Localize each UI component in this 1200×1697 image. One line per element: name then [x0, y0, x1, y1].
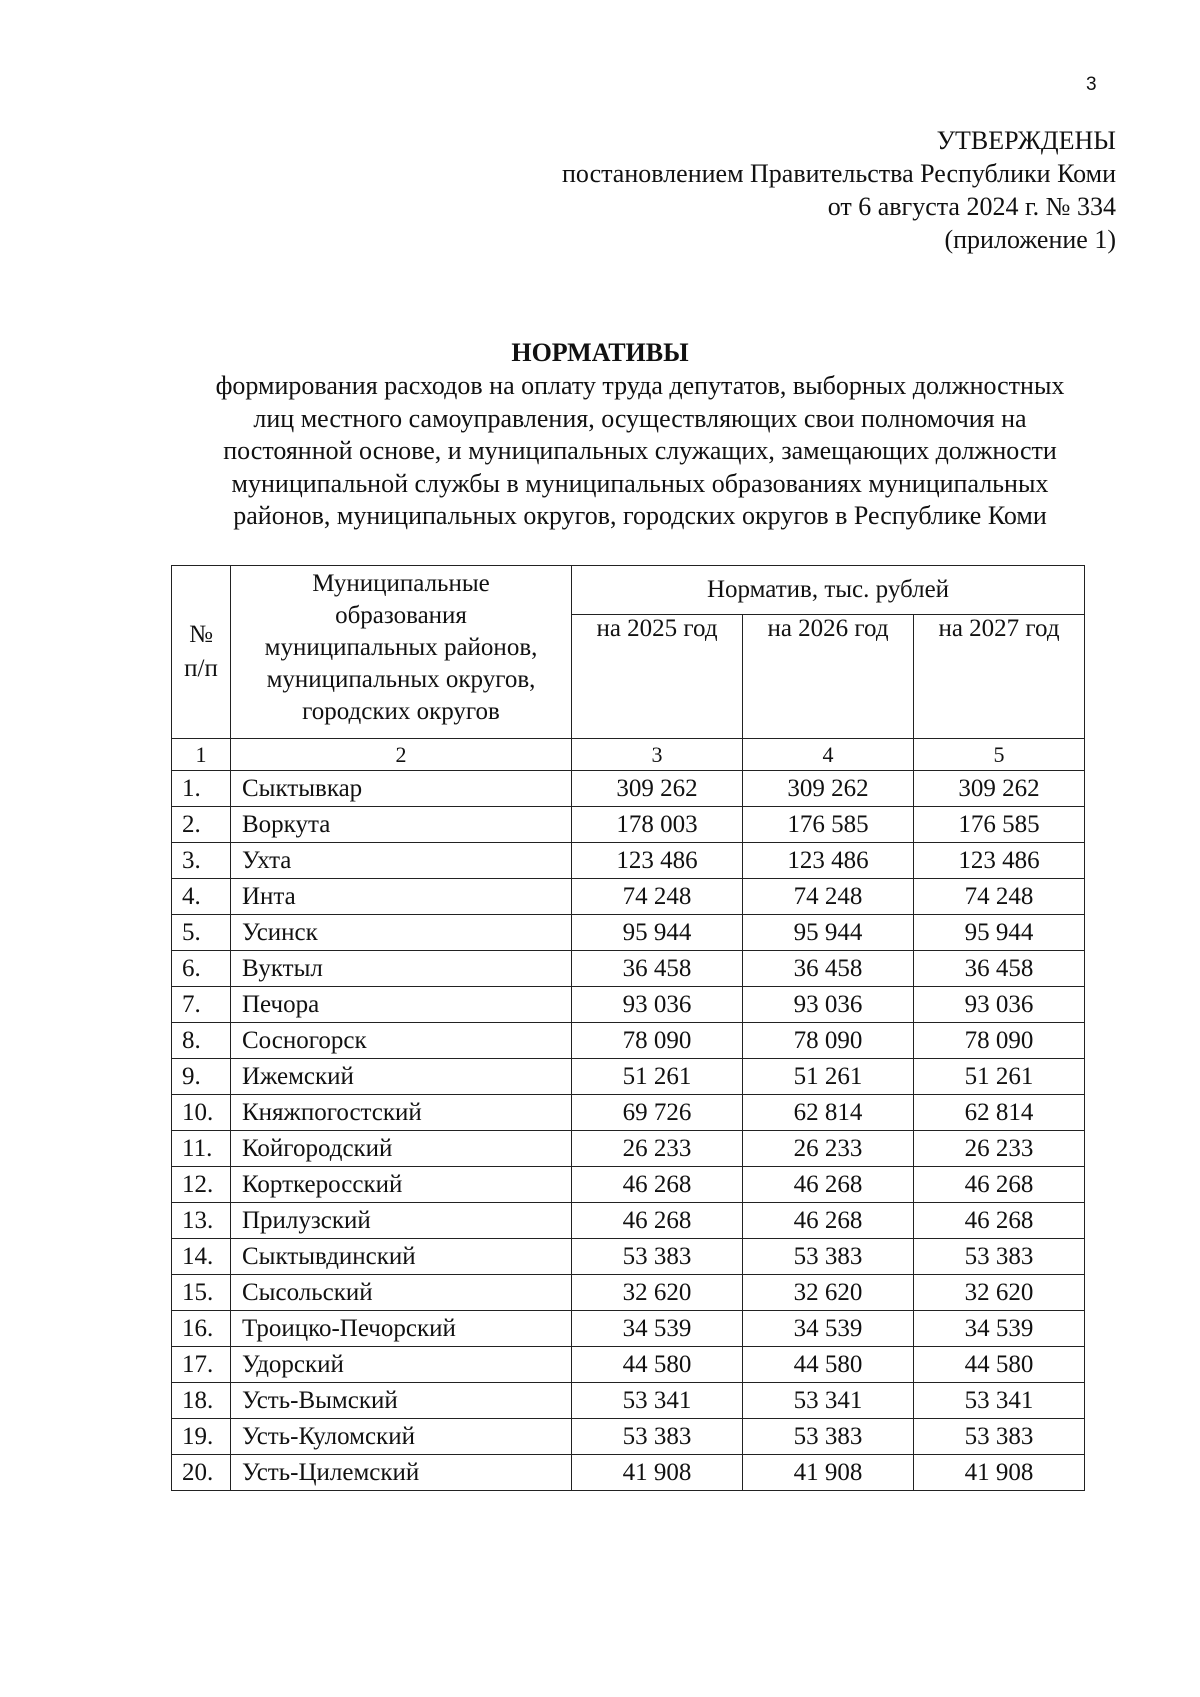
row-number: 20.	[172, 1455, 231, 1491]
value-2026: 46 268	[743, 1203, 914, 1239]
value-2025: 41 908	[572, 1455, 743, 1491]
municipality-name: Вуктыл	[231, 951, 572, 987]
value-2026: 78 090	[743, 1023, 914, 1059]
value-2025: 44 580	[572, 1347, 743, 1383]
value-2025: 53 341	[572, 1383, 743, 1419]
value-2026: 51 261	[743, 1059, 914, 1095]
value-2027: 123 486	[914, 843, 1085, 879]
value-2026: 176 585	[743, 807, 914, 843]
value-2025: 46 268	[572, 1167, 743, 1203]
value-2026: 53 383	[743, 1419, 914, 1455]
header-year-2027: на 2027 год	[914, 615, 1085, 739]
value-2025: 178 003	[572, 807, 743, 843]
subtitle-line: лиц местного самоуправления, осуществляющих свои полномочия на	[253, 403, 1027, 433]
value-2026: 34 539	[743, 1311, 914, 1347]
table-row	[172, 1059, 1085, 1095]
value-2025: 74 248	[572, 879, 743, 915]
value-2026: 41 908	[743, 1455, 914, 1491]
municipality-name: Сосногорск	[231, 1023, 572, 1059]
row-number: 2.	[172, 807, 231, 843]
row-number: 12.	[172, 1167, 231, 1203]
municipality-name: Корткеросский	[231, 1167, 572, 1203]
subtitle-line: районов, муниципальных округов, городских округов в Республике Коми	[233, 501, 1047, 530]
row-number: 6.	[172, 951, 231, 987]
header-municipality-line: городских округов	[302, 698, 500, 725]
row-number: 7.	[172, 987, 231, 1023]
header-municipality	[231, 566, 572, 739]
table-row	[172, 1131, 1085, 1167]
table-row	[172, 1347, 1085, 1383]
row-number: 19.	[172, 1419, 231, 1455]
row-number: 3.	[172, 843, 231, 879]
row-number: 10.	[172, 1095, 231, 1131]
header-number	[172, 566, 231, 739]
value-2026: 46 268	[743, 1167, 914, 1203]
table-row	[172, 1095, 1085, 1131]
municipality-name: Печора	[231, 987, 572, 1023]
value-2026: 53 383	[743, 1239, 914, 1275]
table-row	[172, 987, 1085, 1023]
norms-table	[171, 565, 1085, 1491]
value-2026: 62 814	[743, 1095, 914, 1131]
table-row	[172, 879, 1085, 915]
table-row	[172, 1311, 1085, 1347]
row-number: 8.	[172, 1023, 231, 1059]
row-number: 15.	[172, 1275, 231, 1311]
header-year-2025: на 2025 год	[572, 615, 743, 739]
value-2025: 53 383	[572, 1419, 743, 1455]
subtitle-line: формирования расходов на оплату труда депутатов, выборных должностных	[215, 371, 1065, 400]
row-number: 17.	[172, 1347, 231, 1383]
approval-decree: постановлением Правительства Республики Коми	[562, 159, 1116, 188]
subtitle-line: постоянной основе, и муниципальных служащих, замещающих должности	[223, 436, 1057, 465]
row-number: 14.	[172, 1239, 231, 1275]
row-number: 1.	[172, 771, 231, 807]
table-row	[172, 771, 1085, 807]
approval-block	[562, 124, 1116, 256]
value-2025: 32 620	[572, 1275, 743, 1311]
value-2027: 176 585	[914, 807, 1085, 843]
table-row	[172, 1383, 1085, 1419]
value-2027: 46 268	[914, 1203, 1085, 1239]
value-2025: 93 036	[572, 987, 743, 1023]
municipality-name: Троицко-Печорский	[231, 1311, 572, 1347]
document-title: НОРМАТИВЫ	[511, 338, 689, 367]
column-number: 5	[914, 739, 1085, 771]
municipality-name: Койгородский	[231, 1131, 572, 1167]
value-2027: 41 908	[914, 1455, 1085, 1491]
value-2027: 34 539	[914, 1311, 1085, 1347]
header-municipality-line: муниципальных округов,	[266, 666, 536, 693]
header-municipality-line: муниципальных районов,	[264, 634, 538, 661]
row-number: 16.	[172, 1311, 231, 1347]
value-2026: 123 486	[743, 843, 914, 879]
row-number: 18.	[172, 1383, 231, 1419]
municipality-name: Усть-Цилемский	[231, 1455, 572, 1491]
header-municipality-line: Муниципальные	[312, 570, 490, 597]
value-2026: 93 036	[743, 987, 914, 1023]
table-row	[172, 1275, 1085, 1311]
header-norm: Норматив, тыс. рублей	[572, 566, 1085, 615]
value-2025: 95 944	[572, 915, 743, 951]
value-2027: 51 261	[914, 1059, 1085, 1095]
municipality-name: Прилузский	[231, 1203, 572, 1239]
table-body	[172, 771, 1085, 1491]
value-2027: 46 268	[914, 1167, 1085, 1203]
municipality-name: Удорский	[231, 1347, 572, 1383]
value-2025: 51 261	[572, 1059, 743, 1095]
table-row	[172, 1239, 1085, 1275]
municipality-name: Княжпогостский	[231, 1095, 572, 1131]
table-row	[172, 1419, 1085, 1455]
approval-appendix: (приложение 1)	[944, 225, 1116, 254]
value-2025: 34 539	[572, 1311, 743, 1347]
value-2027: 26 233	[914, 1131, 1085, 1167]
value-2027: 53 383	[914, 1419, 1085, 1455]
approval-date: от 6 августа 2024 г. № 334	[827, 192, 1116, 221]
table-row	[172, 843, 1085, 879]
value-2026: 36 458	[743, 951, 914, 987]
value-2027: 62 814	[914, 1095, 1085, 1131]
column-number: 4	[743, 739, 914, 771]
value-2027: 309 262	[914, 771, 1085, 807]
value-2027: 53 383	[914, 1239, 1085, 1275]
header-number-abbr: п/п	[184, 655, 218, 682]
table-row	[172, 1203, 1085, 1239]
row-number: 9.	[172, 1059, 231, 1095]
value-2025: 26 233	[572, 1131, 743, 1167]
row-number: 4.	[172, 879, 231, 915]
municipality-name: Сысольский	[231, 1275, 572, 1311]
municipality-name: Усинск	[231, 915, 572, 951]
municipality-name: Сыктывкар	[231, 771, 572, 807]
row-number: 11.	[172, 1131, 231, 1167]
municipality-name: Усть-Куломский	[231, 1419, 572, 1455]
municipality-name: Усть-Вымский	[231, 1383, 572, 1419]
value-2026: 95 944	[743, 915, 914, 951]
page-number: 3	[1086, 74, 1097, 95]
value-2027: 32 620	[914, 1275, 1085, 1311]
column-number: 2	[231, 739, 572, 771]
value-2026: 53 341	[743, 1383, 914, 1419]
value-2025: 36 458	[572, 951, 743, 987]
value-2027: 36 458	[914, 951, 1085, 987]
table-row	[172, 951, 1085, 987]
value-2027: 93 036	[914, 987, 1085, 1023]
value-2025: 309 262	[572, 771, 743, 807]
value-2026: 32 620	[743, 1275, 914, 1311]
value-2025: 78 090	[572, 1023, 743, 1059]
value-2026: 44 580	[743, 1347, 914, 1383]
table-row	[172, 1455, 1085, 1491]
municipality-name: Сыктывдинский	[231, 1239, 572, 1275]
value-2027: 95 944	[914, 915, 1085, 951]
value-2025: 46 268	[572, 1203, 743, 1239]
table-row	[172, 915, 1085, 951]
column-number: 1	[172, 739, 231, 771]
row-number: 5.	[172, 915, 231, 951]
value-2025: 53 383	[572, 1239, 743, 1275]
value-2027: 44 580	[914, 1347, 1085, 1383]
value-2027: 78 090	[914, 1023, 1085, 1059]
municipality-name: Ухта	[231, 843, 572, 879]
header-number-sign: №	[189, 621, 213, 648]
table-row	[172, 807, 1085, 843]
value-2026: 309 262	[743, 771, 914, 807]
approval-title: УТВЕРЖДЕНЫ	[936, 126, 1116, 155]
value-2027: 53 341	[914, 1383, 1085, 1419]
table-row	[172, 1167, 1085, 1203]
header-year-2026: на 2026 год	[743, 615, 914, 739]
column-number: 3	[572, 739, 743, 771]
municipality-name: Воркута	[231, 807, 572, 843]
subtitle-line: муниципальной службы в муниципальных образованиях муниципальных	[231, 468, 1049, 498]
municipality-name: Инта	[231, 879, 572, 915]
value-2025: 123 486	[572, 843, 743, 879]
document-subtitle	[160, 370, 1120, 533]
row-number: 13.	[172, 1203, 231, 1239]
municipality-name: Ижемский	[231, 1059, 572, 1095]
table-row	[172, 1023, 1085, 1059]
value-2026: 26 233	[743, 1131, 914, 1167]
value-2026: 74 248	[743, 879, 914, 915]
value-2025: 69 726	[572, 1095, 743, 1131]
header-municipality-line: образования	[335, 602, 467, 629]
value-2027: 74 248	[914, 879, 1085, 915]
